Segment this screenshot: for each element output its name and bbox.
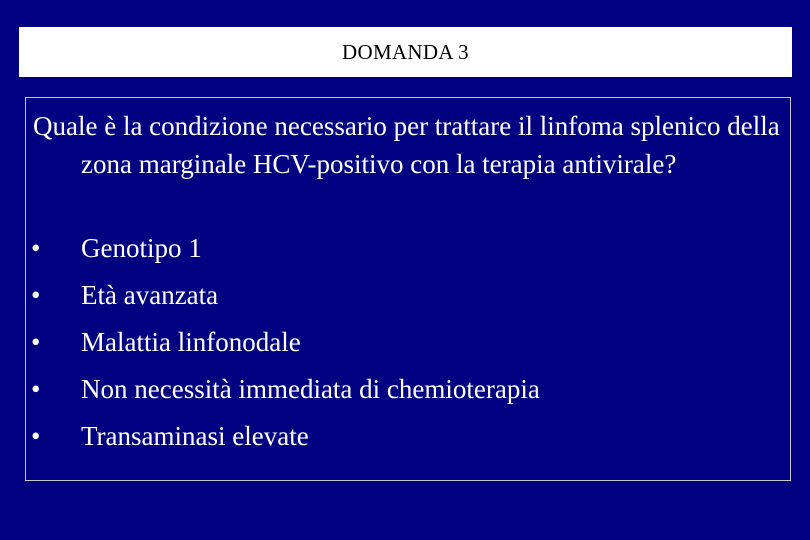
option-label: Genotipo 1 [81, 233, 202, 263]
bullet-icon: • [31, 280, 41, 310]
question-text: Quale è la condizione necessario per trattare il linfoma splenico della zona marginale HCV-positivo con la terapia antivirale? [33, 111, 780, 179]
bullet-icon: • [31, 327, 41, 357]
slide-title: DOMANDA 3 [342, 39, 469, 64]
option-label: Malattia linfonodale [81, 327, 301, 357]
title-box [19, 27, 792, 77]
option-label: Età avanzata [81, 280, 219, 310]
content-box [25, 97, 791, 481]
option-label: Transaminasi elevate [81, 421, 309, 451]
option-label: Non necessità immediata di chemioterapia [81, 374, 540, 404]
bullet-icon: • [31, 374, 41, 404]
bullet-icon: • [31, 421, 41, 451]
bullet-icon: • [31, 233, 41, 263]
